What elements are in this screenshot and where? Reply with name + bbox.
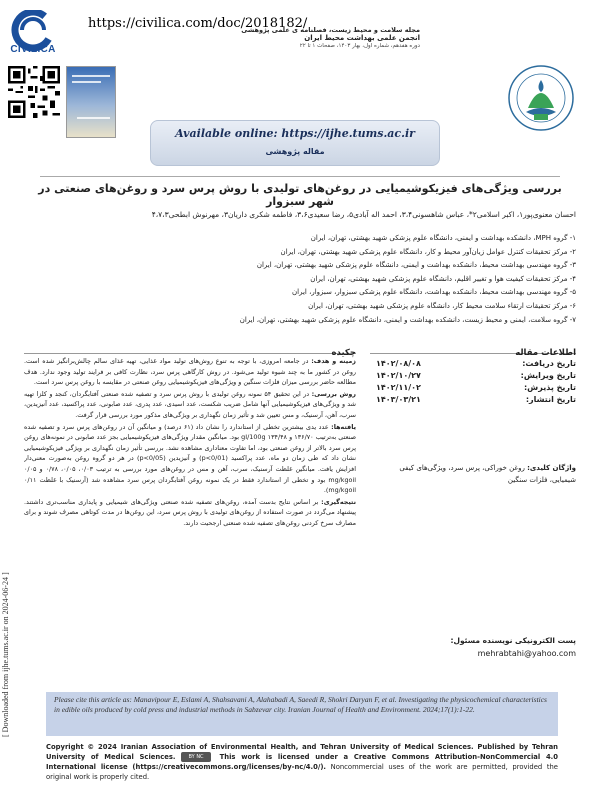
- abstract-methods-label: روش بررسی:: [311, 389, 356, 398]
- date-value: ۱۴۰۲/۰۸/۰۸: [376, 359, 421, 368]
- journal-volume-line: دوره هفدهم، شماره اول، بهار ۱۴۰۳، صفحات ۱ تا ۲۲: [299, 43, 420, 49]
- affiliation-item: ۳- گروه مهندسی بهداشت محیط، دانشکده بهداشت و ایمنی، دانشگاه علوم پزشکی شهید بهشتی، تهران، ایران: [256, 261, 576, 270]
- cc-license-badge-icon[interactable]: BY NC: [181, 752, 211, 762]
- date-row-published: [376, 394, 576, 406]
- abstract-heading: چکیده: [331, 348, 356, 358]
- abstract-results-text: عدد یدی بیشترین تخطی از استاندارد را نشان داد (۶۱ درصد) و میانگین آن در روغن‌های پرس سرد و تصفیه شده صنعتی به‌ترتیب ۱۳۶/۷۰ و ۱۳۴/۴۸ gI/100g بود. میانگین مقدار ویژگی‌های فیزیکوشیمیایی بجز عدد صابونی در نمونه‌های روغن پرس سرد بالاتر از روغن صنعتی بود، اما تفاوت معناداری مشاهده نشد. بررسی تأثیر زمان نگهداری بر ویژگی فیزیکوشیمیایی نشان داد که طی زمان دو ماه، عدد پراکسید (p<0/01) و آنیزیدین (p<0/05) در هر دو گروه روغن به‌صورت معنی‌دار افزایش یافت. میانگین غلظت آرسنیک، سرب، آهن و مس در روغن‌های مورد بررسی به ترتیب ۰/۰۳، ۰/۰۵، ۰/۷۸ و ۰/۰۵ mg/kgoil بود و تخطی از استاندارد فقط در یک نمونه روغن آفتابگردان پرس سرد مشاهده شد (آرسنیک با غلظت ۰/۱۱ mg/kgoil).: [24, 422, 356, 495]
- abstract-conclusion-label: نتیجه‌گیری:: [321, 497, 356, 506]
- date-value: ۱۴۰۳/۰۳/۲۱: [376, 395, 421, 404]
- copyright-notice: [46, 742, 558, 782]
- available-online-banner[interactable]: [150, 120, 440, 166]
- abstract-heading-bar: [24, 340, 356, 358]
- corresponding-email-link[interactable]: mehrabtahi@yahoo.com: [477, 649, 576, 658]
- corresponding-email-label: پست الکترونیکی نویسنده مسئول:: [450, 636, 576, 645]
- affiliation-item: ۲- مرکز تحقیقات کنترل عوامل زیان‌آور محیط و کار، دانشگاه علوم پزشکی شهید بهشتی، تهران، ایران: [280, 247, 576, 256]
- article-title: بررسی ویژگی‌های فیزیکوشیمیایی در روغن‌های تولیدی با روش پرس سرد و روغن‌های صنعتی در شهر سبزوار: [38, 182, 562, 208]
- keywords-text: روغن خوراکی، پرس سرد، ویژگی‌های کیفی شیمیایی، فلزات سنگین: [399, 464, 576, 484]
- copyright-text-2[interactable]: This work is licensed under a Creative Commons Attribution-NonCommercial 4.0 International license (https://creativecommons.org/licenses/by-nc/4.0/).: [46, 753, 558, 771]
- article-info-heading: اطلاعات مقاله: [515, 348, 576, 358]
- header-divider: [40, 176, 560, 177]
- download-watermark: [ Downloaded from ijhe.tums.ac.ir on 2024-06-24 ]: [1, 572, 10, 738]
- date-label: تاریخ انتشار:: [525, 395, 576, 404]
- abstract-background-text: در جامعه امروزی، با توجه به تنوع روش‌های تولید مواد غذایی، تهیه غذای سالم چالش‌برانگیز شده است. روغن در کشور ما به چند شیوه تولید می‌شود. در روش کارگاهی پرس سرد، نظارت کافی بر فرایند تولید وجود ندارد. هدف مطالعه حاضر بررسی میزان فلزات سنگین و ویژگی‌های فیزیکوشیمیایی روغن صنعتی در مقایسه با روغن پرس سرد است.: [24, 357, 356, 387]
- keywords-block: [376, 462, 576, 486]
- journal-name-line2: انجمن علمی بهداشت محیط ایران: [304, 34, 420, 42]
- journal-cover-thumbnail: [66, 66, 116, 138]
- article-type-label: مقاله پژوهشی: [265, 147, 325, 156]
- keywords-label: واژگان کلیدی:: [527, 464, 576, 472]
- abstract-background: [24, 356, 356, 388]
- author-list: احسان معنوی‌پور۱، اکبر اسلامی۲*، عباس شاهسونی۳،۴، احمد اله آبادی۵، رضا سعیدی۳،۶، فاطمه شکری داریان۳، مهرنوش ابطحی۴،۷،۳: [151, 210, 576, 219]
- abstract-body: [24, 356, 356, 646]
- date-value: ۱۴۰۲/۱۰/۲۷: [376, 371, 421, 380]
- affiliation-item: ۷- گروه سلامت، ایمنی و محیط زیست، دانشکده بهداشت و ایمنی، دانشگاه علوم پزشکی شهید بهشتی، تهران، ایران: [239, 315, 576, 324]
- article-info-heading-bar: [370, 340, 576, 358]
- date-row-revised: [376, 370, 576, 382]
- date-row-received: [376, 358, 576, 370]
- abstract-results-label: یافته‌ها:: [331, 422, 356, 431]
- citation-box: Please cite this article as: Manavipour E, Eslami A, Shahsavani A, Alahabadi A, Saeedi R, Shokri Daryan F, et al. Investigating the physicochemical characteristics in edible oils produced by cold press and industrial methods in Sabzevar city. Iranian Journal of Health and Environment. 2024;17(1):1-22.: [46, 692, 558, 736]
- abstract-results: [24, 422, 356, 496]
- abstract-methods-text: در این تحقیق ۵۴ نمونه روغن تولیدی با روش پرس سرد و تصفیه شده صنعتی آفتابگردان، کنجد و کلزا تهیه شد و ویژگی‌های فیزیکوشیمیایی آنها شامل ضریب شکست، عدد اسیدی، عدد پدری، عدد صابونی، عدد پراکسید، عدد آنیزیدین، سرب، آهن، آرسنیک، و مس تعیین شد و تأثیر زمان نگهداری بر ویژگی‌های مذکور مورد بررسی قرار گرفت.: [24, 389, 356, 419]
- date-label: تاریخ دریافت:: [522, 359, 576, 368]
- abstract-conclusion: [24, 497, 356, 529]
- abstract-methods: [24, 389, 356, 421]
- date-label: تاریخ ویرایش:: [520, 371, 576, 380]
- journal-name-line1: مجله سلامت و محیط زیست، فصلنامه ی علمی پژوهشی: [241, 26, 420, 34]
- date-row-accepted: [376, 382, 576, 394]
- date-value: ۱۴۰۲/۱۱/۰۲: [376, 383, 421, 392]
- source-url-link[interactable]: https://civilica.com/doc/2018182/: [88, 16, 308, 31]
- article-dates: [376, 358, 576, 406]
- association-seal-logo-icon: [506, 58, 576, 154]
- date-label: تاریخ پذیرش:: [523, 383, 576, 392]
- civilica-brand: CIVILICA: [10, 44, 56, 55]
- affiliation-list: [24, 232, 576, 327]
- affiliation-item: ۶- مرکز تحقیقات ارتقاء سلامت محیط کار، دانشگاه علوم پزشکی شهید بهشتی، تهران، ایران: [308, 301, 576, 310]
- copyright-text-3: Noncommercial uses of the work are permitted, provided the original work is properly cited.: [46, 763, 558, 781]
- abstract-background-label: زمینه و هدف:: [311, 357, 356, 365]
- copyright-text-1: Copyright © 2024 Iranian Association of Environmental Health, and Tehran University of Medical Sciences. Published by Tehran University of Medical Sciences.: [46, 743, 558, 761]
- available-online-link[interactable]: Available online: https://ijhe.tums.ac.ir: [175, 127, 415, 140]
- affiliation-item: ۱- گروه MPH، دانشکده بهداشت و ایمنی، دانشگاه علوم پزشکی شهید بهشتی، تهران، ایران: [310, 234, 576, 242]
- abstract-conclusion-text: بر اساس نتایج بدست آمده، روغن‌های تصفیه شده صنعتی ویژگی‌های شیمیایی و پایداری مناسب‌تری داشتند. پیشنهاد می‌گردد در صورت استفاده از روغن‌های تولیدی با روش پرس سرد، این روغن‌ها در مدت کوتاهی مصرف شوند و برای مصارف سرخ کردنی روغن‌های تصفیه شده صنعتی ارجحیت دارند.: [24, 497, 356, 527]
- journal-header: [190, 26, 420, 50]
- affiliation-item: ۵- گروه مهندسی بهداشت محیط، دانشکده بهداشت، دانشگاه علوم پزشکی سبزوار، سبزوار، ایران: [292, 288, 576, 297]
- qr-code-icon[interactable]: [8, 66, 60, 118]
- affiliation-item: ۴- مرکز تحقیقات کیفیت هوا و تغییر اقلیم، دانشگاه علوم پزشکی شهید بهشتی، تهران، ایران: [310, 274, 576, 283]
